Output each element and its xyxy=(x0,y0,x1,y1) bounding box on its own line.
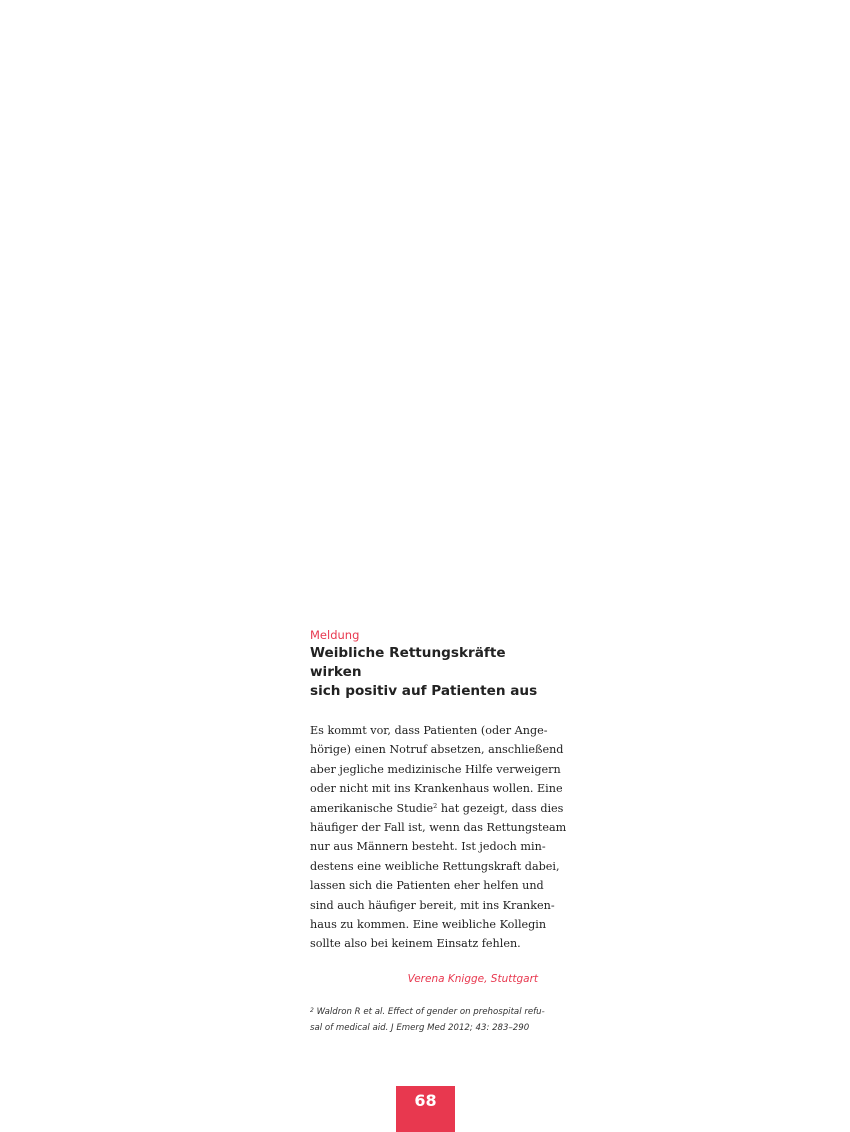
footnote-line xyxy=(310,1004,545,1020)
body-line: lassen sich die Patienten eher helfen und xyxy=(310,879,544,893)
body-line-part: hat gezeigt, dass dies xyxy=(440,801,564,815)
body-line: häufiger der Fall ist, wenn das Rettungsteam xyxy=(310,821,567,835)
footnote-text: Waldron R et al. Effect of gender on prehospital refu- xyxy=(316,1006,545,1017)
article-headline xyxy=(310,644,542,701)
footnote-line: sal of medical aid. J Emerg Med 2012; 43: 283–290 xyxy=(310,1022,530,1033)
article-kicker: Meldung xyxy=(310,628,360,642)
body-line: haus zu kommen. Eine weibliche Kollegin xyxy=(310,918,547,932)
footnote-reference: 2 xyxy=(433,801,438,810)
body-line: Es kommt vor, dass Patienten (oder Ange- xyxy=(310,724,548,737)
page-number: 68 xyxy=(396,1086,455,1132)
body-line: nur aus Männern besteht. Ist jedoch min- xyxy=(310,840,546,854)
body-line-with-reference xyxy=(310,799,564,818)
footnote xyxy=(310,1004,545,1036)
body-line: sind auch häufiger bereit, mit ins Kranken- xyxy=(310,898,555,912)
body-line: hörige) einen Notruf absetzen, anschließend xyxy=(310,743,564,757)
article-body xyxy=(310,721,567,954)
body-line: destens eine weibliche Rettungskraft dabei, xyxy=(310,859,560,873)
footnote-marker: 2 xyxy=(310,1006,314,1014)
article-author: Verena Knigge, Stuttgart xyxy=(407,972,538,985)
headline-line: sich positiv auf Patienten aus xyxy=(310,683,538,699)
body-line: aber jegliche medizinische Hilfe verweigern xyxy=(310,762,561,776)
headline-line: Weibliche Rettungskräfte wirken xyxy=(310,645,506,680)
article xyxy=(310,628,567,1036)
body-line: oder nicht mit ins Krankenhaus wollen. Eine xyxy=(310,782,563,796)
body-line: sollte also bei keinem Einsatz fehlen. xyxy=(310,937,521,951)
body-line-part: amerikanische Studie xyxy=(310,801,434,815)
